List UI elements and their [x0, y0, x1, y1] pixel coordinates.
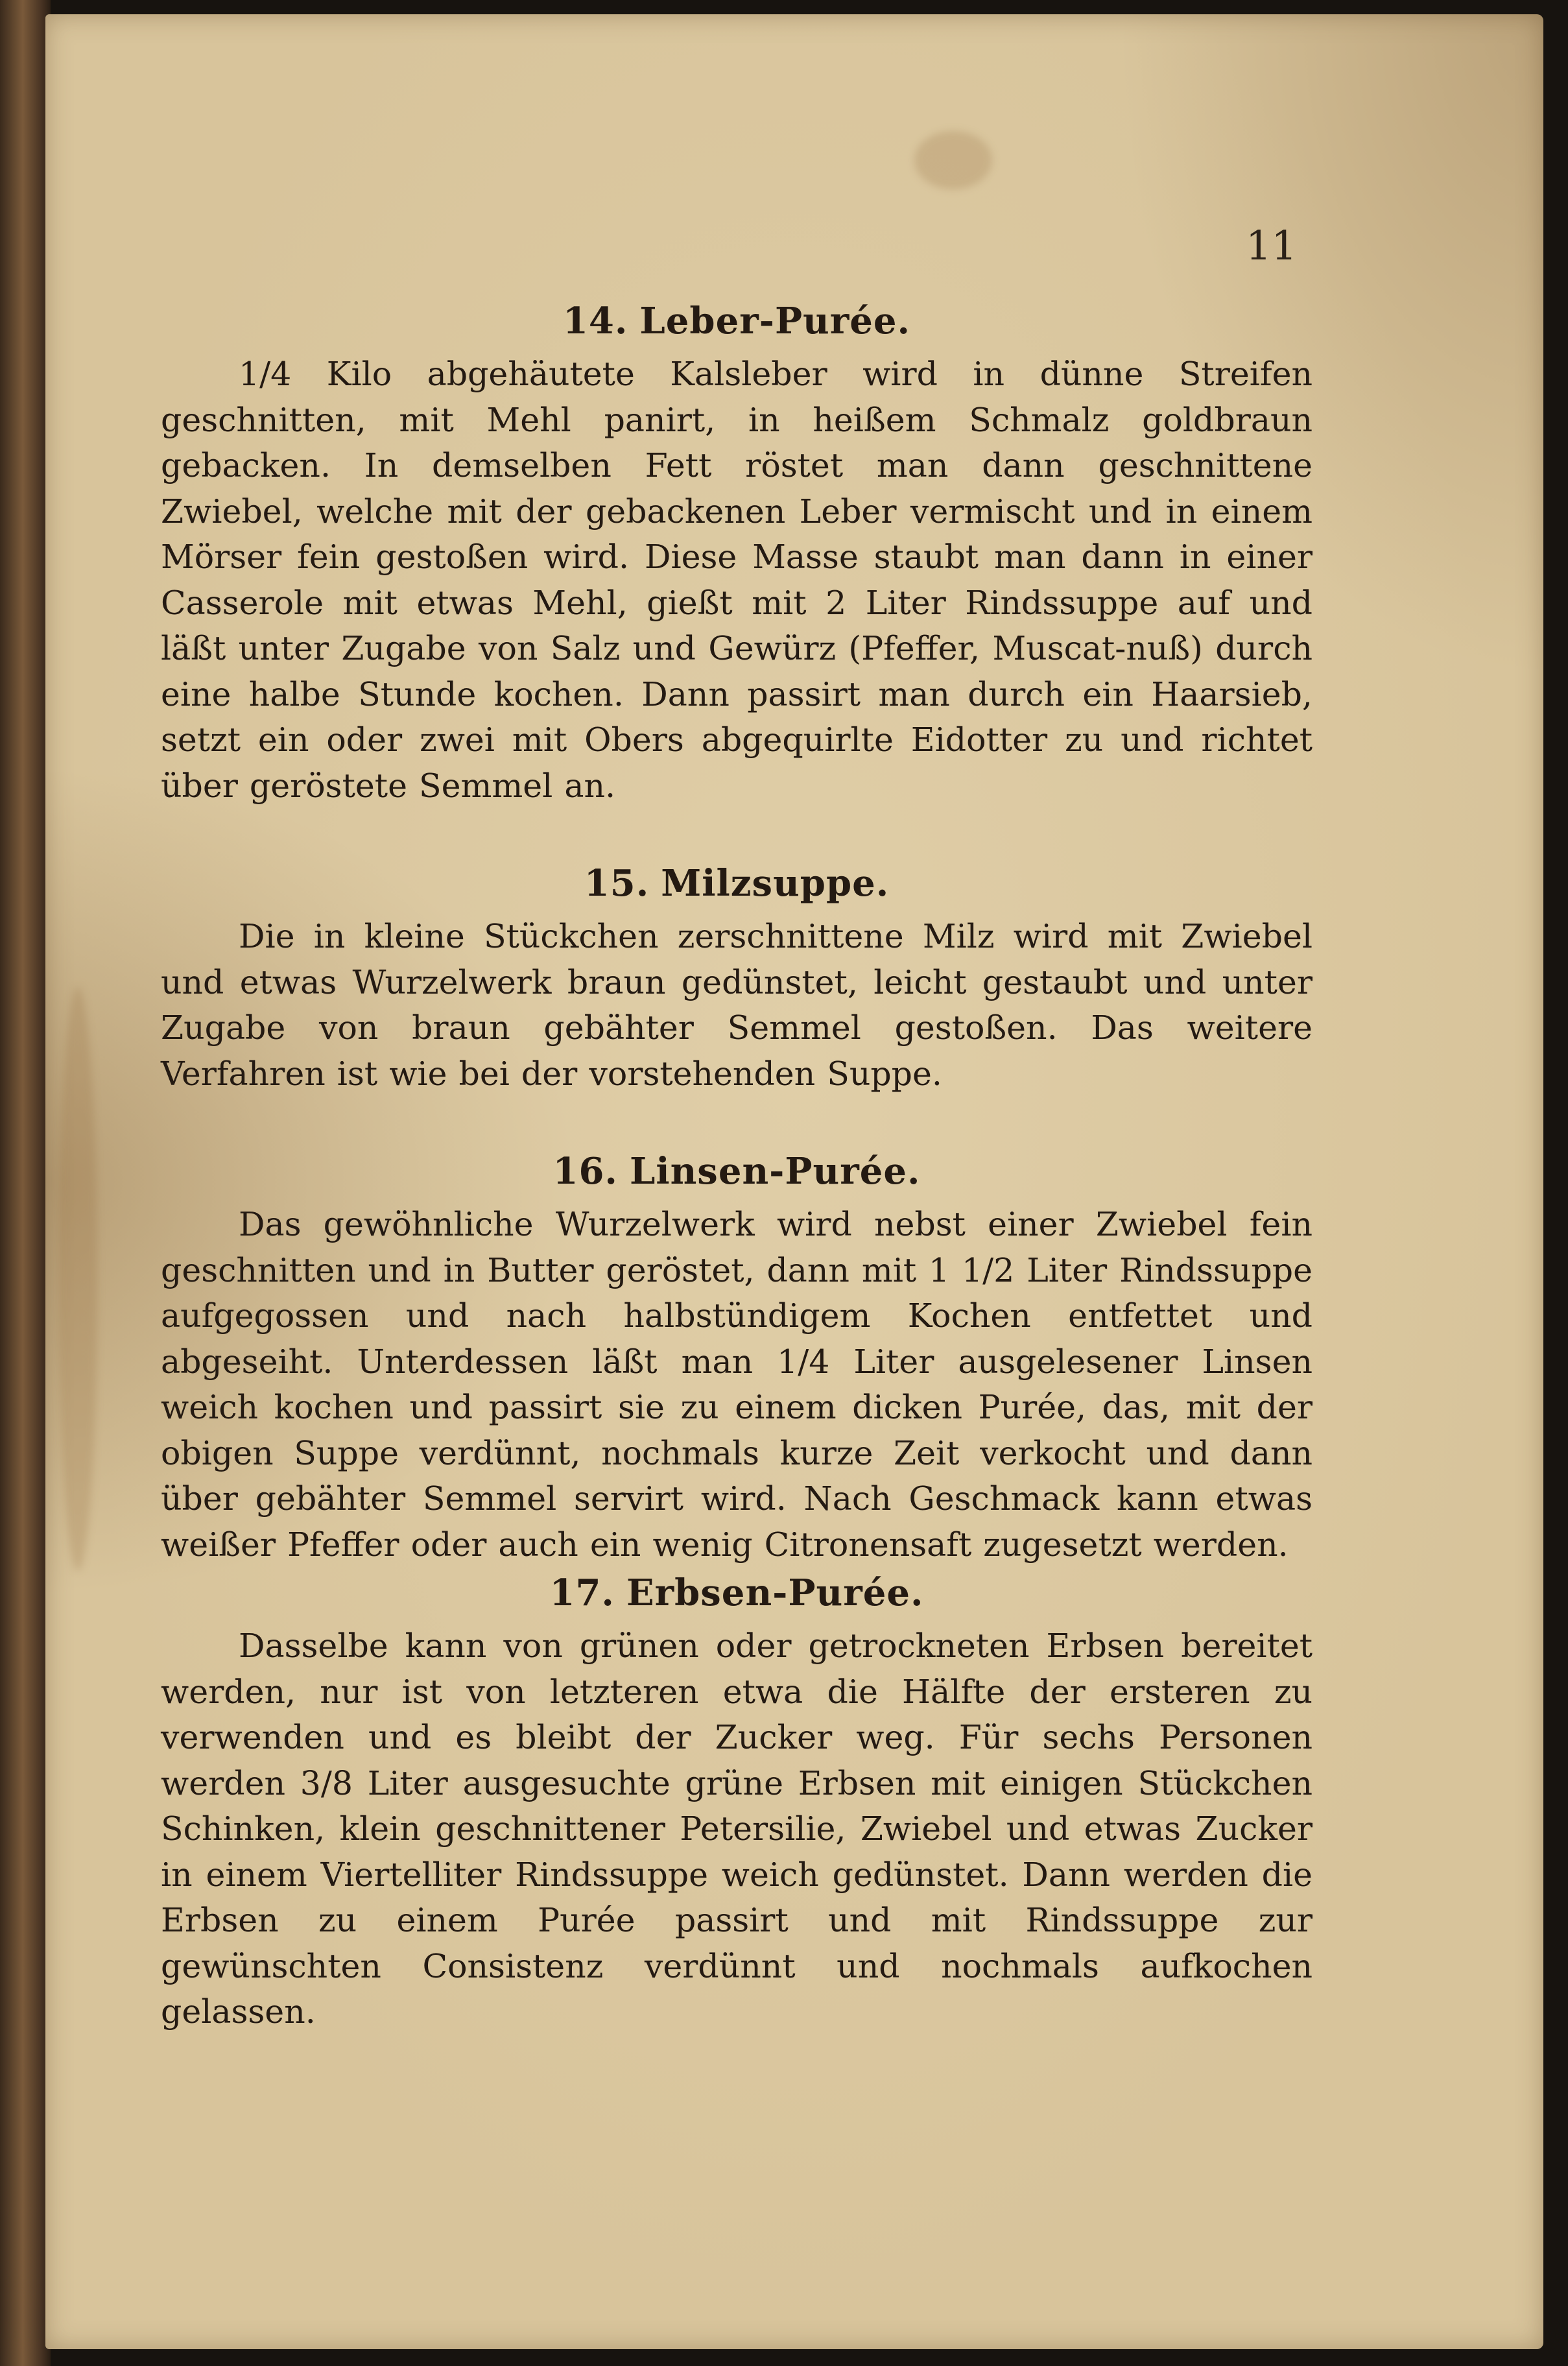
recipe-title: Milzsuppe. — [661, 862, 890, 905]
page-content — [161, 300, 1313, 2088]
recipe-text: Das gewöhnliche Wurzelwerk wird nebst einer Zwiebel fein geschnitten und in Butter geröstet, dann mit 1 1/2 Liter Rindssuppe aufgegossen und nach halbstündigem Kochen entfettet und abgeseiht. Unterdessen läßt man 1/4 Liter ausgelesener Linsen weich kochen und passirt sie zu einem dicken Purée, das, mit der obigen Suppe verdünnt, nochmals kurze Zeit verkocht und dann über gebähter Semmel servirt wird. Nach Geschmack kann etwas weißer Pfeffer oder auch ein wenig Citronensaft zugesetzt werden. — [161, 1205, 1313, 1564]
recipe-section-15 — [161, 862, 1313, 1097]
recipe-title: Leber-Purée. — [639, 300, 911, 342]
recipe-number: 16. — [552, 1150, 618, 1193]
recipe-text: 1/4 Kilo abgehäutete Kalsleber wird in dünne Streifen geschnitten, mit Mehl panirt, in heißem Schmalz goldbraun gebacken. In demselben Fett röstet man dann geschnittene Zwiebel, welche mit der gebackenen Leber vermischt und in einem Mörser fein gestoßen wird. Diese Masse staubt man dann in einer Casserole mit etwas Mehl, gießt mit 2 Liter Rindssuppe auf und läßt unter Zugabe von Salz und Gewürz (Pfeffer, Muscat-nuß) durch eine halbe Stunde kochen. Dann passirt man durch ein Haarsieb, setzt ein oder zwei mit Obers abgequirlte Eidotter zu und richtet über geröstete Semmel an. — [161, 355, 1313, 805]
recipe-title: Linsen-Purée. — [629, 1150, 921, 1193]
recipe-number: 14. — [562, 300, 628, 342]
recipe-text: Dasselbe kann von grünen oder getrockneten Erbsen bereitet werden, nur ist von letzteren etwa die Hälfte der ersteren zu verwenden und es bleibt der Zucker weg. Für sechs Personen werden 3/8 Liter ausgesuchte grüne Erbsen mit einigen Stückchen Schinken, klein geschnittener Petersilie, Zwiebel und etwas Zucker in einem Viertelliter Rindssuppe weich gedünstet. Dann werden die Erbsen zu einem Purée passirt und mit Rindssuppe zur gewünschten Consistenz verdünnt und nochmals aufkochen gelassen. — [161, 1627, 1313, 2031]
book-page — [45, 14, 1543, 2349]
recipe-number: 15. — [584, 862, 650, 905]
recipe-section-16 — [161, 1150, 1313, 1568]
recipe-section-14 — [161, 300, 1313, 809]
book-binding — [0, 0, 51, 2366]
paper-stain — [58, 987, 97, 1571]
recipe-text: Die in kleine Stückchen zerschnittene Milz wird mit Zwiebel und etwas Wurzelwerk braun gedünstet, leicht gestaubt und unter Zugabe von braun gebähter Semmel gestoßen. Das weitere Verfahren ist wie bei der vorstehenden Suppe. — [161, 917, 1313, 1093]
recipe-title: Erbsen-Purée. — [626, 1571, 924, 1614]
recipe-heading — [161, 300, 1313, 342]
recipe-heading — [161, 1150, 1313, 1193]
page-number: 11 — [1246, 222, 1297, 269]
recipe-section-17 — [161, 1571, 1313, 2035]
recipe-heading — [161, 1571, 1313, 1614]
recipe-heading — [161, 862, 1313, 905]
recipe-number: 17. — [549, 1571, 615, 1614]
paper-stain — [914, 131, 992, 189]
